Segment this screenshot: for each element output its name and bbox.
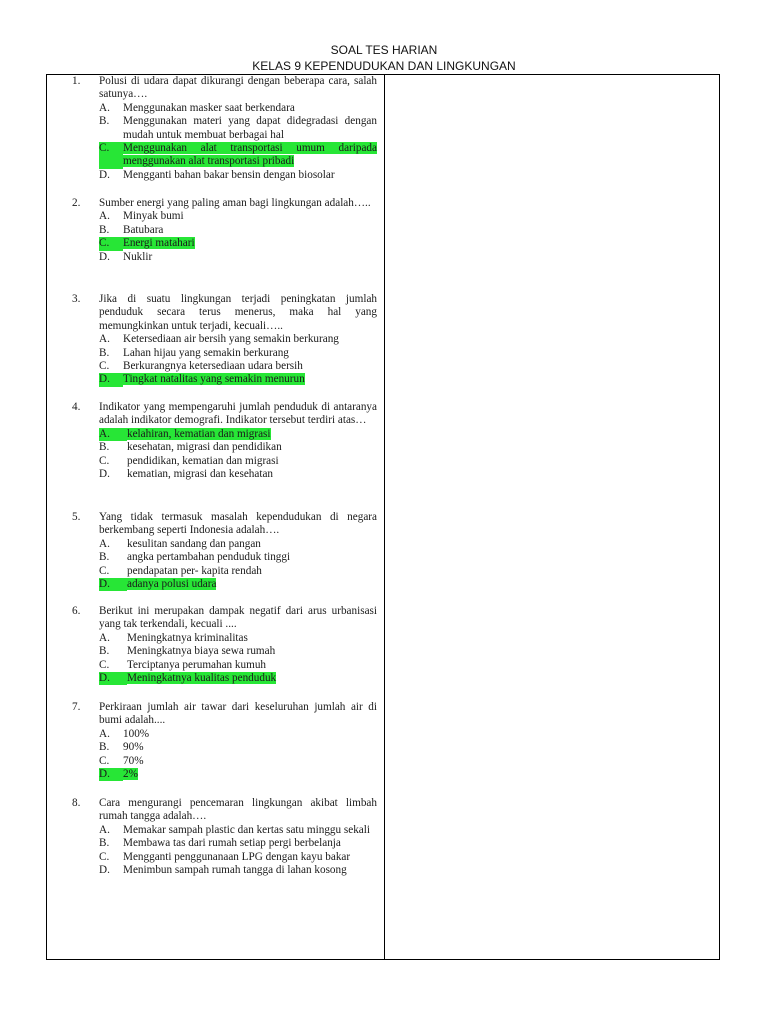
question-row <box>72 293 377 333</box>
question-text: Jika di suatu lingkungan terjadi peningkatan jumlah penduduk secara terus menerus, maka hal yang memungkinkan untuk terjadi, kecuali….. <box>99 293 377 332</box>
option-label: A. <box>99 537 110 550</box>
option-text: Menggunakan materi yang dapat didegradasi dengan mudah untuk membuat berbagai hal <box>123 115 377 141</box>
option-label: A. <box>99 333 110 346</box>
option-text-wrap <box>123 142 377 169</box>
option-label: C. <box>99 754 110 767</box>
option-text: Memakar sampah plastic dan kertas satu minggu sekali <box>123 823 370 836</box>
option-text: kesehatan, migrasi dan pendidikan <box>127 441 282 454</box>
question-text: Cara mengurangi pencemaran lingkungan akibat limbah rumah tangga adalah…. <box>99 797 377 823</box>
option-text: Tingkat natalitas yang semakin menurun <box>123 373 305 386</box>
option-text-wrap <box>127 632 377 645</box>
question-row <box>72 511 377 538</box>
option-label: B. <box>99 645 110 658</box>
answer-option <box>99 102 377 115</box>
answer-option <box>99 333 377 346</box>
question-item <box>72 605 377 685</box>
option-text: Membawa tas dari rumah setiap pergi berbelanja <box>123 837 341 850</box>
question-number: 1. <box>72 75 81 87</box>
option-text: Berkurangnya ketersediaan udara bersih <box>123 360 303 373</box>
option-text: Terciptanya perumahan kumuh <box>127 658 267 671</box>
option-label: C. <box>99 658 110 671</box>
option-text: 70% <box>123 754 144 767</box>
option-label: C. <box>99 850 110 863</box>
option-text-wrap <box>127 441 377 454</box>
option-text: adanya polusi udara <box>127 578 217 591</box>
answer-option <box>99 864 377 877</box>
option-list <box>72 538 377 592</box>
option-text: Menimbun sampah rumah tangga di lahan kosong <box>123 864 347 877</box>
option-label: C. <box>99 454 110 467</box>
option-text: Minyak bumi <box>123 210 184 223</box>
correct-answer-option <box>99 428 377 441</box>
option-label: A. <box>99 210 110 223</box>
question-row <box>72 797 377 824</box>
option-text-wrap <box>123 837 377 850</box>
option-text: Mengganti bahan bakar bensin dengan biosolar <box>123 168 335 181</box>
option-label: D. <box>99 168 110 181</box>
option-label: A. <box>99 631 110 644</box>
question-text: Berikut ini merupakan dampak negatif dari arus urbanisasi yang tak terkendali, kecuali .... <box>99 605 377 631</box>
option-text-wrap <box>123 728 377 741</box>
answer-option <box>99 741 377 754</box>
correct-answer-option <box>99 142 377 169</box>
option-text-wrap <box>127 455 377 468</box>
question-text: Sumber energi yang paling aman bagi lingkungan adalah….. <box>99 197 371 209</box>
option-label: D. <box>99 250 110 263</box>
question-item <box>72 701 377 781</box>
option-text-wrap <box>123 360 377 373</box>
option-text: Meningkatnya kualitas penduduk <box>127 672 277 685</box>
option-text-wrap <box>123 115 377 142</box>
option-label: C. <box>99 360 110 373</box>
answer-option <box>99 755 377 768</box>
option-label: A. <box>99 428 127 441</box>
option-text-wrap <box>123 224 377 237</box>
option-label: A. <box>99 101 110 114</box>
option-text: kematian, migrasi dan kesehatan <box>127 468 274 481</box>
option-label: D. <box>99 468 110 481</box>
option-text: 90% <box>123 741 144 754</box>
option-label: B. <box>99 837 110 850</box>
answer-option <box>99 455 377 468</box>
question-row <box>72 197 377 210</box>
answer-option <box>99 565 377 578</box>
option-text: Menggunakan alat transportasi umum daripada menggunakan alat transportasi pribadi <box>123 142 377 168</box>
option-text: 2% <box>123 768 138 781</box>
question-text: Polusi di udara dapat dikurangi dengan beberapa cara, salah satunya…. <box>99 75 377 101</box>
question-number: 6. <box>72 605 81 617</box>
option-label: C. <box>99 564 110 577</box>
option-label: D. <box>99 864 110 877</box>
question-row <box>72 701 377 728</box>
option-text-wrap <box>123 169 377 182</box>
option-text: Menggunakan masker saat berkendara <box>123 101 295 114</box>
option-text-wrap <box>127 565 377 578</box>
option-label: C. <box>99 237 123 250</box>
correct-answer-option <box>99 768 377 781</box>
answer-option <box>99 360 377 373</box>
option-text: pendidikan, kematian dan migrasi <box>127 454 279 467</box>
question-number: 8. <box>72 797 81 809</box>
option-text-wrap <box>123 755 377 768</box>
answer-option <box>99 441 377 454</box>
option-text: kesulitan sandang dan pangan <box>127 537 261 550</box>
option-label: A. <box>99 823 110 836</box>
answer-option <box>99 347 377 360</box>
option-text: kelahiran, kematian dan migrasi <box>127 427 271 440</box>
option-text: pendapatan per- kapita rendah <box>127 564 262 577</box>
answer-option <box>99 169 377 182</box>
option-text: 100% <box>123 727 150 740</box>
option-label: D. <box>99 672 127 685</box>
answer-option <box>99 659 377 672</box>
question-number: 5. <box>72 511 81 523</box>
question-text: Perkiraan jumlah air tawar dari keseluruhan jumlah air di bumi adalah.... <box>99 701 377 727</box>
option-label: B. <box>99 115 110 128</box>
answer-option <box>99 468 377 481</box>
question-number: 7. <box>72 701 81 713</box>
option-text-wrap <box>127 645 377 658</box>
option-label: B. <box>99 551 110 564</box>
question-item <box>72 197 377 264</box>
answer-option <box>99 645 377 658</box>
option-list <box>72 728 377 782</box>
option-label: D. <box>99 578 127 591</box>
option-text-wrap <box>127 468 377 481</box>
question-item <box>72 75 377 182</box>
option-text: angka pertambahan penduduk tinggi <box>127 551 291 564</box>
option-text: Ketersediaan air bersih yang semakin berkurang <box>123 333 339 346</box>
option-text-wrap <box>123 851 377 864</box>
option-label: D. <box>99 373 123 386</box>
option-text-wrap <box>123 237 377 250</box>
option-list <box>72 428 377 482</box>
correct-answer-option <box>99 373 377 386</box>
option-text-wrap <box>123 333 377 346</box>
question-number: 3. <box>72 293 81 305</box>
option-list <box>72 102 377 182</box>
option-text-wrap <box>123 824 377 837</box>
answer-option <box>99 210 377 223</box>
page-title: SOAL TES HARIAN <box>330 43 438 57</box>
question-item <box>72 511 377 591</box>
correct-answer-option <box>99 237 377 250</box>
option-label: B. <box>99 741 110 754</box>
option-text: Energi matahari <box>123 237 195 250</box>
option-list <box>72 210 377 264</box>
option-list <box>72 632 377 686</box>
correct-answer-option <box>99 578 377 591</box>
option-label: B. <box>99 346 110 359</box>
option-text-wrap <box>127 551 377 564</box>
question-row <box>72 605 377 632</box>
option-text: Meningkatnya biaya sewa rumah <box>127 645 276 658</box>
answer-option <box>99 251 377 264</box>
answer-option <box>99 115 377 142</box>
option-list <box>72 333 377 387</box>
option-label: B. <box>99 441 110 454</box>
question-number: 4. <box>72 401 81 413</box>
option-text-wrap <box>123 864 377 877</box>
option-text-wrap <box>127 578 377 591</box>
option-text-wrap <box>123 251 377 264</box>
page-subtitle: KELAS 9 KEPENDUDUKAN DAN LINGKUNGAN <box>252 59 516 73</box>
option-list <box>72 824 377 878</box>
answer-option <box>99 224 377 237</box>
option-text-wrap <box>127 538 377 551</box>
option-text: Batubara <box>123 223 164 236</box>
question-row <box>72 75 377 102</box>
answer-option <box>99 728 377 741</box>
option-text: Lahan hijau yang semakin berkurang <box>123 346 289 359</box>
option-text-wrap <box>123 373 377 386</box>
question-item <box>72 797 377 877</box>
question-text: Yang tidak termasuk masalah kependudukan di negara berkembang seperti Indonesia adalah…. <box>99 511 377 537</box>
option-label: A. <box>99 727 110 740</box>
option-text-wrap <box>127 672 377 685</box>
question-number: 2. <box>72 197 81 209</box>
option-text-wrap <box>123 102 377 115</box>
option-text-wrap <box>123 741 377 754</box>
option-text: Mengganti penggunanaan LPG dengan kayu bakar <box>123 850 351 863</box>
option-text: Nuklir <box>123 250 153 263</box>
option-text-wrap <box>123 768 377 781</box>
question-item <box>72 401 377 481</box>
question-item <box>72 293 377 387</box>
answer-option <box>99 837 377 850</box>
option-label: D. <box>99 768 123 781</box>
question-table <box>46 74 720 960</box>
question-row <box>72 401 377 428</box>
option-label: C. <box>99 142 123 169</box>
answer-option <box>99 632 377 645</box>
option-label: B. <box>99 223 110 236</box>
option-text: Meningkatnya kriminalitas <box>127 631 248 644</box>
column-divider <box>384 75 385 959</box>
option-text-wrap <box>127 659 377 672</box>
answer-option <box>99 851 377 864</box>
answer-option <box>99 538 377 551</box>
option-text-wrap <box>127 428 377 441</box>
option-text-wrap <box>123 347 377 360</box>
question-text: Indikator yang mempengaruhi jumlah penduduk di antaranya adalah indikator demografi. Indikator tersebut terdiri atas… <box>99 401 377 427</box>
answer-option <box>99 824 377 837</box>
option-text-wrap <box>123 210 377 223</box>
correct-answer-option <box>99 672 377 685</box>
answer-option <box>99 551 377 564</box>
